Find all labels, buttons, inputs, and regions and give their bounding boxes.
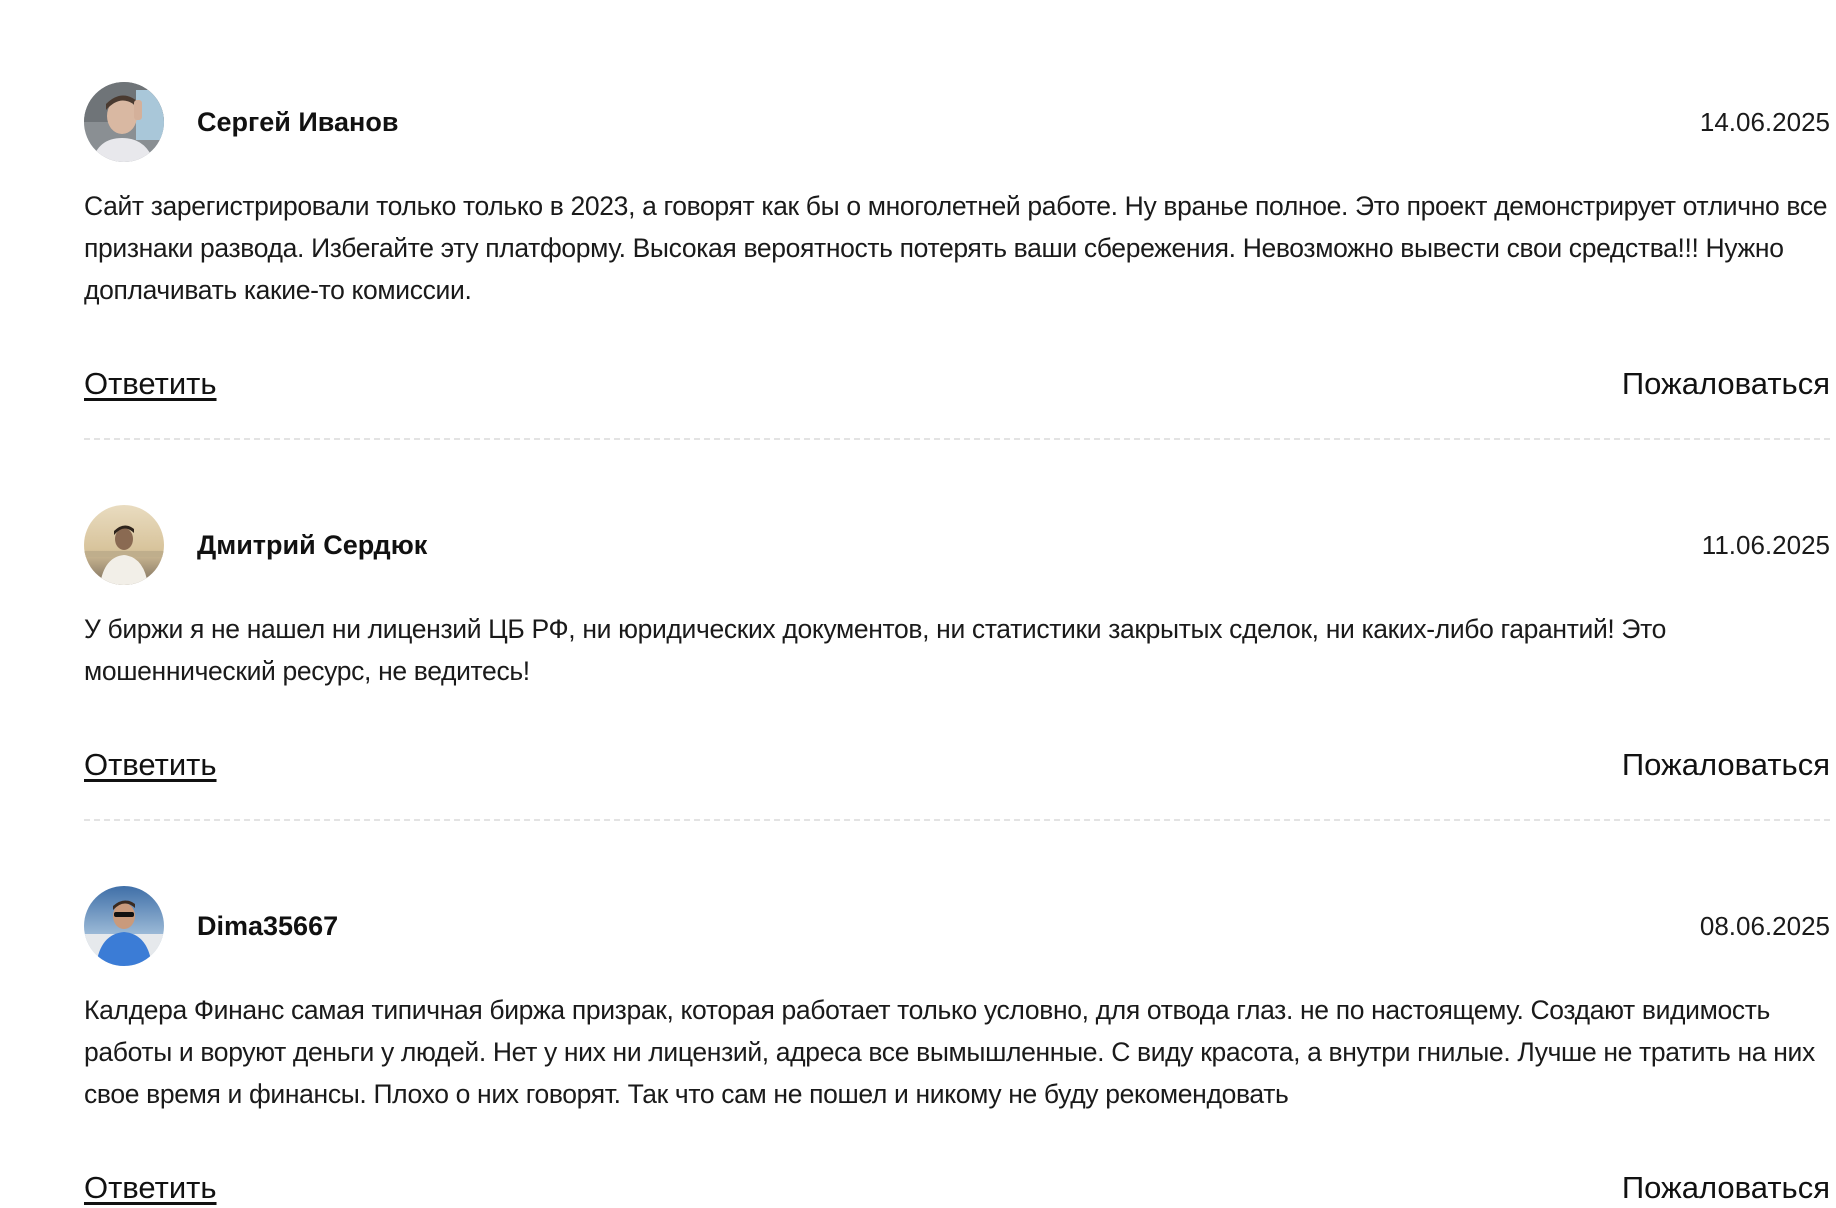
comment-text: Калдера Финанс самая типичная биржа призрак, которая работает только условно, для отвода глаз. не по настоящему. Создают видимость работы и воруют деньги у людей. Нет у них ни лицензий, адреса все вымышленные. С виду красота, а внутри гнилые. Лучше не тратить на них свое время и финансы. Плохо о них говорят. Так что сам не пошел и никому не буду рекомендовать — [84, 995, 1815, 1109]
comment-date: 11.06.2025 — [1701, 530, 1830, 560]
comment-text: У биржи я не нашел ни лицензий ЦБ РФ, ни юридических документов, ни статистики закрытых сделок, ни каких-либо гарантий! Это мошеннический ресурс, не ведитесь! — [84, 614, 1667, 686]
comments-list — [84, 82, 1830, 1208]
report-button[interactable]: Пожаловаться — [1621, 366, 1830, 401]
reply-link[interactable]: Ответить — [84, 366, 217, 401]
comment-header — [84, 505, 1830, 585]
comment-text: Сайт зарегистрировали только только в 2023, а говорят как бы о многолетней работе. Ну вранье полное. Это проект демонстрирует отлично все признаки развода. Избегайте эту платформу. Высокая вероятность потерять ваши сбережения. Невозможно вывести свои средства!!! Нужно доплачивать какие-то комиссии. — [84, 191, 1828, 305]
comment-author: Dima35667 — [197, 911, 339, 941]
comment-item — [84, 82, 1830, 434]
comment-date: 14.06.2025 — [1699, 107, 1830, 137]
avatar — [84, 886, 164, 966]
comment-date: 08.06.2025 — [1699, 911, 1830, 941]
comment-header — [84, 82, 1830, 162]
comment-author: Сергей Иванов — [197, 107, 399, 137]
avatar — [84, 505, 164, 585]
reply-link[interactable]: Ответить — [84, 747, 217, 782]
comment-divider — [84, 438, 1830, 440]
report-button[interactable]: Пожаловаться — [1621, 747, 1830, 782]
comment-actions — [84, 364, 1830, 404]
report-button[interactable]: Пожаловаться — [1621, 1170, 1830, 1205]
comment-item — [84, 886, 1830, 1208]
comment-item — [84, 505, 1830, 815]
reply-link[interactable]: Ответить — [84, 1170, 217, 1205]
comment-divider — [84, 819, 1830, 821]
comment-header — [84, 886, 1830, 966]
comment-author: Дмитрий Сердюк — [197, 530, 428, 560]
comment-actions — [84, 745, 1830, 785]
comment-actions — [84, 1168, 1830, 1208]
avatar — [84, 82, 164, 162]
